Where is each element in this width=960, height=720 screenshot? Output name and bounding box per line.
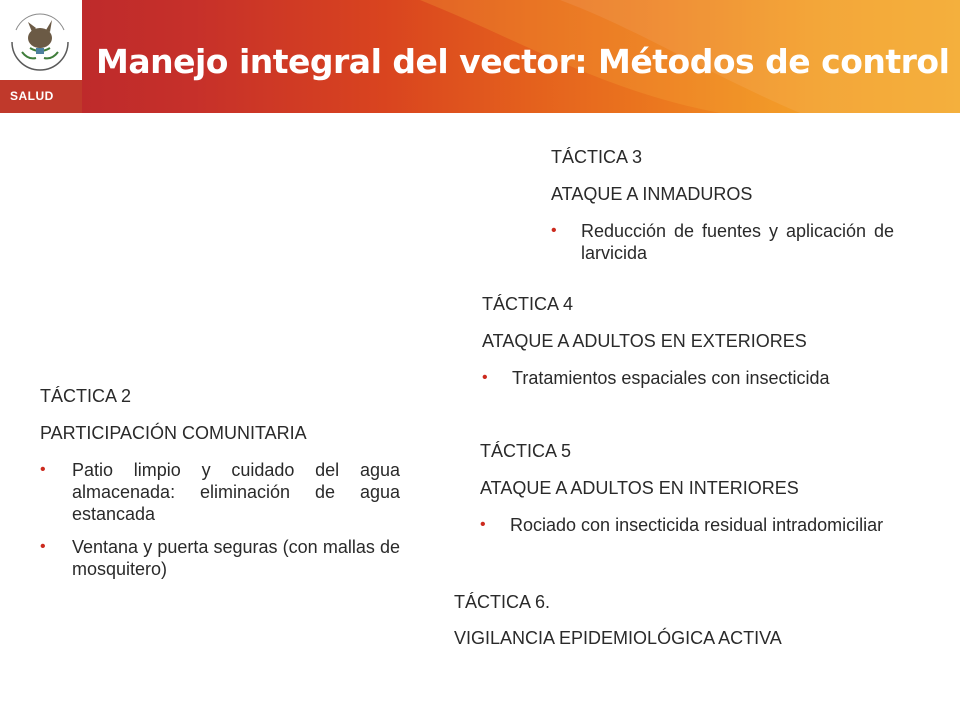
bullet-icon: •	[551, 222, 557, 239]
list-item-text: Rociado con insecticida residual intradomiciliar	[510, 515, 884, 535]
tactica-4-block	[482, 293, 928, 400]
list-item	[40, 536, 400, 580]
tactica-5-block	[480, 440, 924, 547]
tactica-5-heading: TÁCTICA 5	[480, 441, 572, 461]
list-item-text: Reducción de fuentes y aplicación de larvicida	[581, 221, 894, 263]
tactica-2-heading: TÁCTICA 2	[40, 386, 132, 406]
list-item	[482, 367, 928, 389]
bullet-icon: •	[40, 461, 46, 478]
tactica-3-heading: TÁCTICA 3	[551, 147, 643, 167]
bullet-icon: •	[480, 516, 486, 533]
header-banner	[0, 0, 960, 113]
tactica-6-heading: TÁCTICA 6.	[454, 592, 551, 612]
list-item	[40, 459, 400, 525]
tactica-4-subheading: ATAQUE A ADULTOS EN EXTERIORES	[482, 331, 807, 351]
tactica-5-list	[480, 514, 924, 536]
bullet-icon: •	[40, 538, 46, 555]
tactica-3-list	[551, 220, 894, 264]
logo	[0, 0, 82, 113]
tactica-5-subheading: ATAQUE A ADULTOS EN INTERIORES	[480, 478, 799, 498]
tactica-6-block	[454, 591, 904, 663]
tactica-2-block	[40, 385, 400, 591]
tactica-2-list	[40, 459, 400, 580]
list-item	[551, 220, 894, 264]
tactica-6-subheading: VIGILANCIA EPIDEMIOLÓGICA ACTIVA	[454, 628, 782, 648]
tactica-3-block	[551, 146, 894, 275]
page-title: Manejo integral del vector: Métodos de control	[96, 42, 950, 81]
tactica-3-subheading: ATAQUE A INMADUROS	[551, 184, 753, 204]
mexican-coat-of-arms-icon	[6, 8, 74, 72]
tactica-2-subheading: PARTICIPACIÓN COMUNITARIA	[40, 423, 307, 443]
list-item	[480, 514, 924, 536]
tactica-4-list	[482, 367, 928, 389]
bullet-icon: •	[482, 369, 488, 386]
tactica-4-heading: TÁCTICA 4	[482, 294, 574, 314]
logo-label: SALUD	[0, 80, 82, 113]
list-item-text: Ventana y puerta seguras (con mallas de mosquitero)	[72, 537, 400, 579]
list-item-text: Tratamientos espaciales con insecticida	[512, 368, 830, 388]
list-item-text: Patio limpio y cuidado del agua almacenada: eliminación de agua estancada	[72, 460, 400, 524]
